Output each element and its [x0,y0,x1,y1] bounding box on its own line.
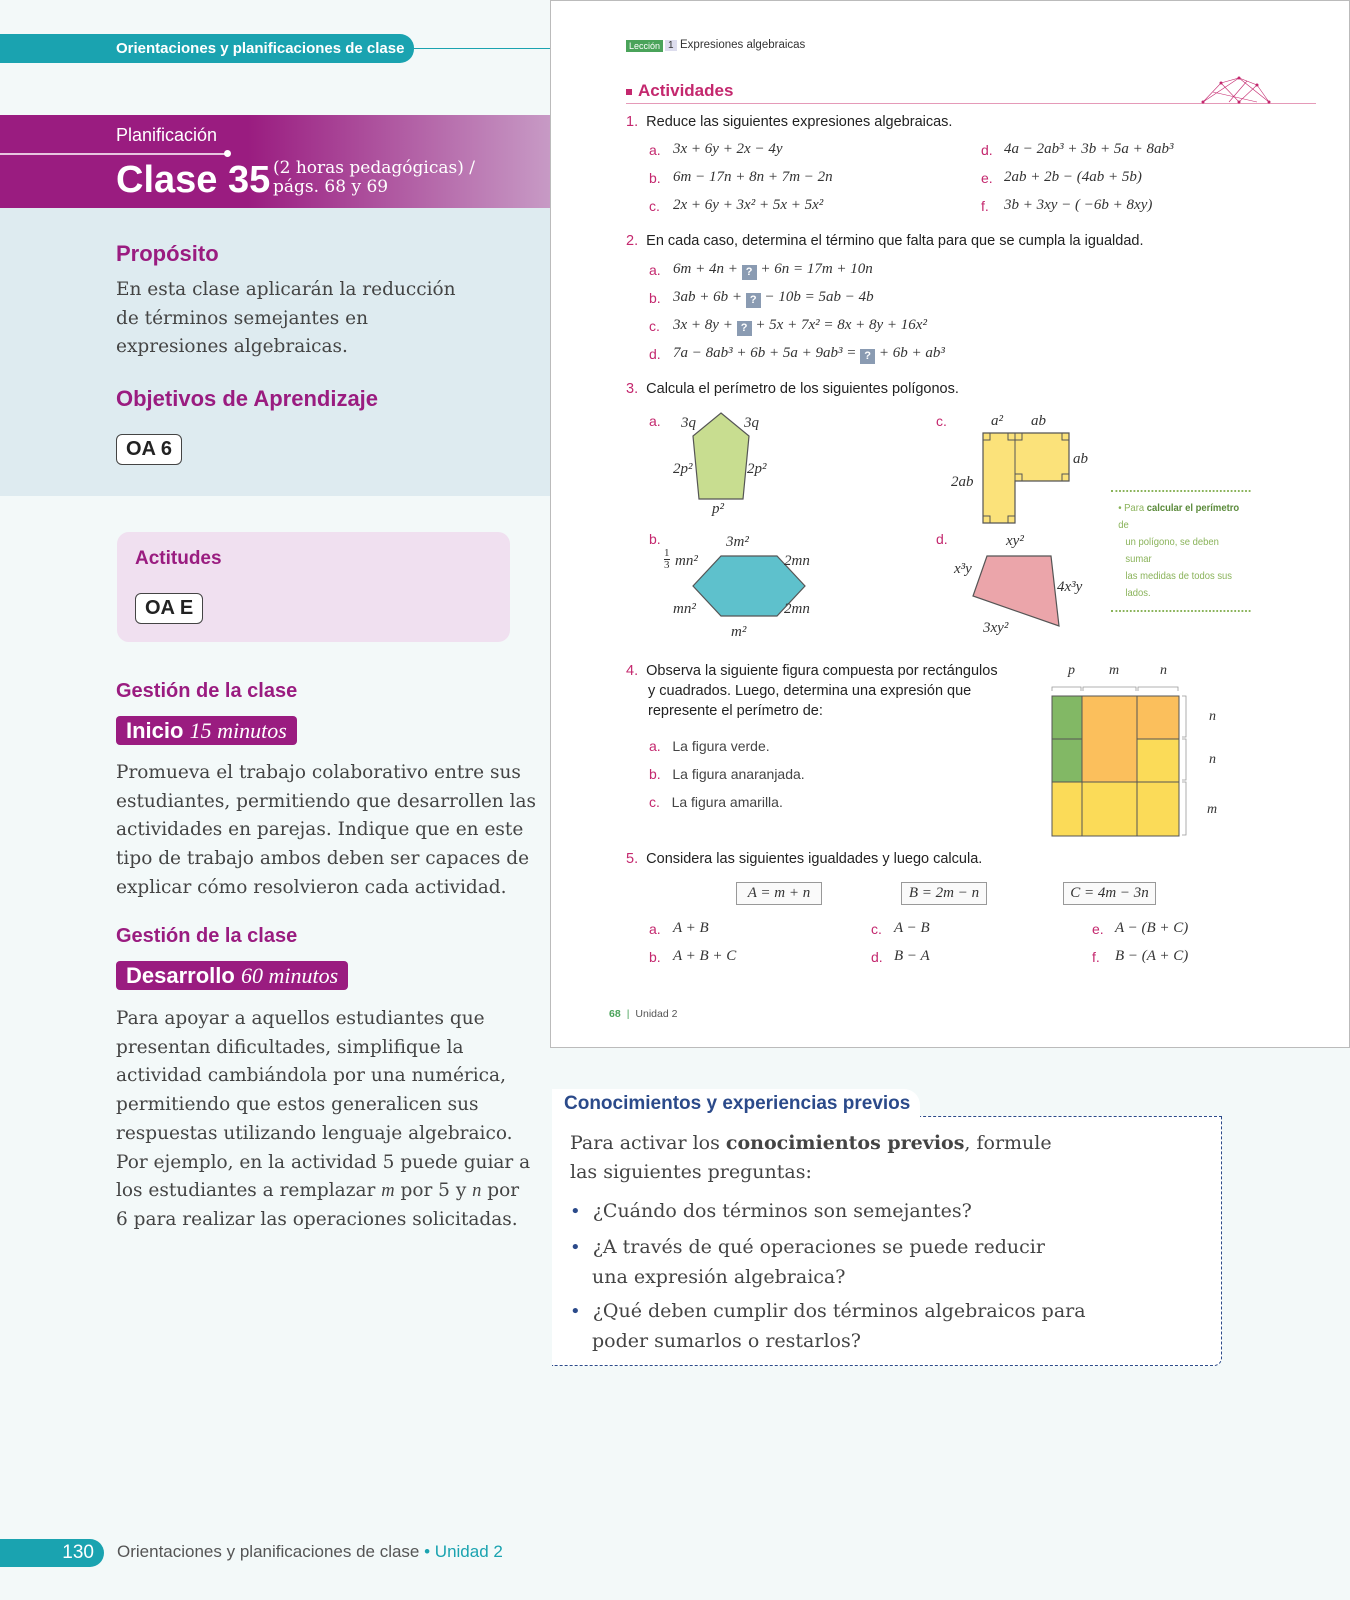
prior-question-2: • ¿A través de qué operaciones se puede reducir una expresión algebraica? [570,1236,1045,1288]
textbook-page [550,0,1350,1048]
q2-item-expression: 6m + 4n + ? + 6n = 17m + 10n [673,261,873,278]
planning-label: Planificación [116,125,218,145]
composite-grid-figure [1051,681,1191,841]
development-line: 6 para realizar las operaciones solicitadas. [116,1208,518,1230]
question-3: 3. Calcula el perímetro de los siguientes polígonos. [626,381,959,397]
q2-item-label: a. [649,262,661,278]
start-line: explicar cómo resolvieron cada actividad. [116,876,507,898]
purpose-line: de términos semejantes en [116,307,369,329]
section-header-tab: Orientaciones y planificaciones de clase [0,34,414,63]
grid-right-label: n [1209,752,1216,767]
fraction-denominator: 3 [664,559,670,571]
header-rule [414,48,550,49]
start-pill-label: Inicio [126,718,184,743]
fraction-numerator: 1 [664,547,670,559]
hexagon-side-label: m² [731,624,747,640]
q1-item-label: e. [981,170,993,186]
q3a-label: a. [649,413,661,429]
pentagon-side-label: 3q [744,415,759,431]
q2-item-label: b. [649,290,661,306]
q1-item-expression: 3b + 3xy − ( −6b + 8xy) [1004,197,1153,213]
grid-top-label: n [1160,663,1167,678]
q1-item-label: c. [649,198,660,214]
purpose-line: expresiones algebraicas. [116,336,348,358]
l-shape-side-label: ab [1073,451,1088,467]
q1-item-expression: 6m − 17n + 8n + 7m − 2n [673,169,833,185]
missing-term-box: ? [860,349,875,364]
missing-term-box: ? [742,265,757,280]
quad-side-label: 4x³y [1057,579,1083,595]
purpose-heading: Propósito [116,241,219,266]
quad-side-label: 3xy² [983,620,1009,636]
purpose-panel [0,208,550,496]
page-number-tab: 130 [0,1539,104,1567]
question-1: 1. Reduce las siguientes expresiones algebraicas. [626,114,953,130]
start-line: tipo de trabajo ambos deben ser capaces de [116,848,530,870]
q1-item-expression: 2x + 6y + 3x² + 5x + 5x² [673,197,824,213]
attitudes-badge: OA E [135,593,203,624]
start-text [116,759,536,903]
q5-item-expression: A + B [673,920,709,936]
q4-item: c. La figura amarilla. [649,794,783,810]
grid-top-label: m [1109,663,1120,678]
quad-side-label: xy² [1006,533,1024,549]
development-pill-time: 60 minutos [240,963,339,988]
start-time-pill [116,716,297,745]
l-shape-side-label: ab [1031,413,1046,429]
lesson-title: Expresiones algebraicas [680,39,806,51]
class-meta [273,159,475,197]
development-time-pill [116,961,348,990]
pentagon-side-label: 2p² [673,461,693,477]
grid-right-label: m [1207,802,1218,817]
pentagon-shape [691,411,751,503]
attitudes-box [117,532,510,642]
objective-badge: OA 6 [116,434,182,465]
lesson-tag: Lección [626,40,663,52]
quad-side-label: x³y [954,561,972,577]
q5-item-expression: A − B [894,920,930,936]
q5-item-label: d. [871,949,883,965]
pentagon-side-label: 2p² [747,461,767,477]
class-title: Clase 35 [116,159,271,201]
q5-item-label: c. [871,921,882,937]
q5-item-label: a. [649,921,661,937]
management-heading-start: Gestión de la clase [116,680,298,702]
pentagon-side-label: p² [712,501,724,517]
prior-knowledge-intro: Para activar los conocimientos previos, formule las siguientes preguntas: [570,1132,1052,1183]
class-meta-pages: págs. 68 y 69 [273,177,389,197]
planning-rule-dot [224,150,231,157]
purpose-line: En esta clase aplicarán la reducción [116,279,456,300]
hexagon-side-label: mn² [673,601,696,617]
prior-question-1: • ¿Cuándo dos términos son semejantes? [570,1200,972,1222]
q1-item-label: b. [649,170,661,186]
hexagon-side-label: mn² [675,553,698,569]
management-heading-development: Gestión de la clase [116,925,298,947]
grid-top-label: p [1068,663,1075,678]
q5-item-expression: B − A [894,948,930,964]
grid-right-label: n [1209,709,1216,724]
class-meta-hours: (2 horas pedagógicas) / [273,158,475,178]
q3c-label: c. [936,413,947,429]
footer-text: Orientaciones y planificaciones de clase • Unidad 2 [117,1542,503,1561]
missing-term-box: ? [737,321,752,336]
start-line: estudiantes, permitiendo que desarrollen las [116,790,537,812]
q2-item-expression: 3ab + 6b + ? − 10b = 5ab − 4b [673,289,874,306]
q2-item-expression: 7a − 8ab³ + 6b + 5a + 9ab³ = ? + 6b + ab³ [673,345,945,362]
start-line: Promueva el trabajo colaborativo entre sus [116,762,521,783]
activities-title: Actividades [638,81,734,100]
q2-item-label: d. [649,346,661,362]
q2-item-expression: 3x + 8y + ? + 5x + 7x² = 8x + 8y + 16x² [673,317,927,334]
q2-item-label: c. [649,318,660,334]
q5-item-label: b. [649,949,661,965]
missing-term-box: ? [746,293,761,308]
prior-knowledge-box [552,1116,1222,1366]
lesson-number: 1 [665,40,677,51]
equation-b-box: B = 2m − n [901,882,987,905]
development-line: permitiendo que estos generalicen sus [116,1094,479,1116]
q4-item: a. La figura verde. [649,738,770,754]
development-line: los estudiantes a remplazar m por 5 y n por [116,1180,520,1202]
development-line: respuestas utilizando lenguaje algebraico. [116,1122,513,1144]
development-line: actividad cambiándola por una numérica, [116,1065,506,1087]
q5-item-label: f. [1092,949,1100,965]
start-line: actividades en parejas. Indique que en este [116,819,524,841]
q1-item-label: a. [649,142,661,158]
objectives-heading: Objetivos de Aprendizaje [116,386,379,411]
planning-banner [0,115,550,208]
question-4: 4. Observa la siguiente figura compuesta por rectángulos y cuadrados. Luego, determina una expresión que represente el perímetro de: [626,663,998,719]
q3d-label: d. [936,531,948,547]
q5-item-label: e. [1092,921,1104,937]
equation-c-box: C = 4m − 3n [1063,882,1156,905]
hexagon-side-label: 2mn [784,553,810,569]
section-bullet [626,89,632,95]
q4-item: b. La figura anaranjada. [649,766,805,782]
q5-item-expression: A − (B + C) [1115,920,1189,936]
question-5: 5. Considera las siguientes igualdades y luego calcula. [626,851,983,867]
purpose-text [116,276,456,362]
geometric-decoration-icon [1201,75,1271,105]
q1-item-expression: 4a − 2ab³ + 3b + 5a + 8ab³ [1004,141,1174,157]
hexagon-side-label: 2mn [784,601,810,617]
prior-knowledge-title: Conocimientos y experiencias previos [552,1089,920,1121]
l-shape [981,431,1081,525]
l-shape-side-label: 2ab [951,474,974,490]
development-line: Por ejemplo, en la actividad 5 puede guiar a [116,1151,531,1173]
development-line: Para apoyar a aquellos estudiantes que [116,1008,485,1029]
quadrilateral-shape [971,554,1061,628]
equation-a-box: A = m + n [736,882,822,905]
q5-item-expression: A + B + C [673,948,737,964]
question-2: 2. En cada caso, determina el término que falta para que se cumpla la igualdad. [626,233,1144,249]
development-pill-label: Desarrollo [126,963,235,988]
planning-rule [0,153,228,155]
pentagon-side-label: 3q [681,415,696,431]
development-line: presentan dificultades, simplifique la [116,1036,464,1058]
perimeter-tip-note: • Para calcular el perímetro de un polígono, se deben sumar las medidas de todos sus lados. [1111,490,1251,612]
hexagon-fraction [664,548,670,571]
prior-question-3: • ¿Qué deben cumplir dos términos algebraicos para poder sumarlos o restarlos? [570,1300,1086,1352]
attitudes-heading: Actitudes [135,548,222,569]
q1-item-label: f. [981,198,989,214]
hexagon-side-label: 3m² [726,534,749,550]
start-pill-time: 15 minutos [189,718,287,743]
q5-item-expression: B − (A + C) [1115,948,1189,964]
development-text [116,1005,530,1235]
q1-item-label: d. [981,142,993,158]
book-footer: 68 | Unidad 2 [609,1008,678,1020]
l-shape-side-label: a² [991,413,1003,429]
q3b-label: b. [649,531,661,547]
q1-item-expression: 2ab + 2b − (4ab + 5b) [1004,169,1142,185]
q1-item-expression: 3x + 6y + 2x − 4y [673,141,783,157]
